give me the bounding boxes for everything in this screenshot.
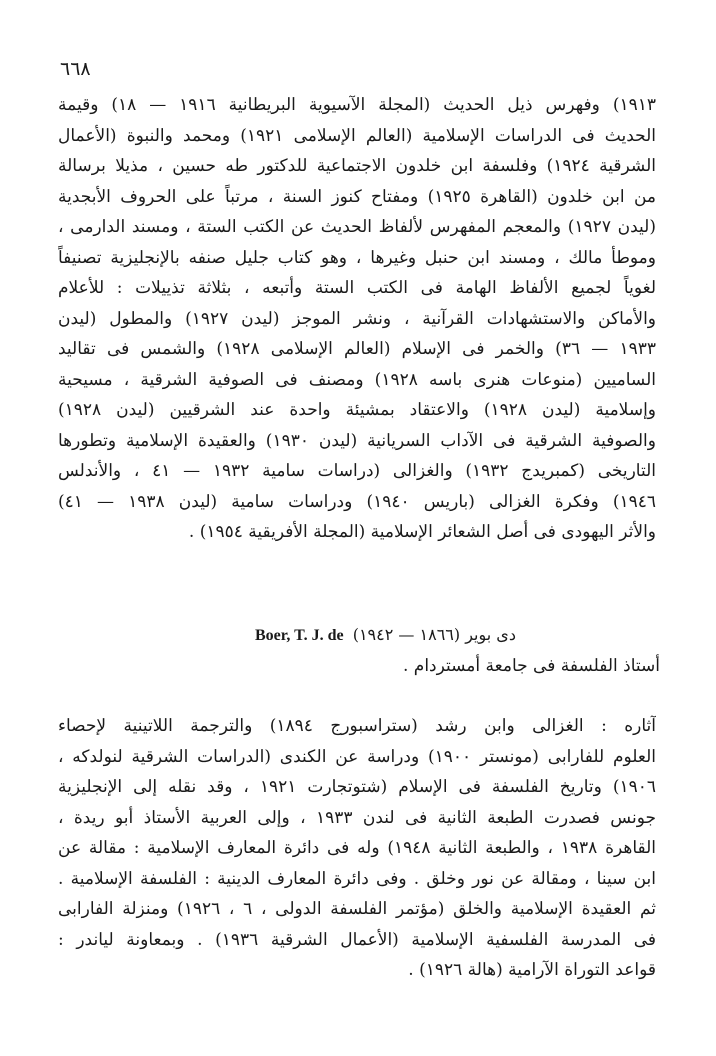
text-line: العلوم للفارابى (مونستر ١٩٠٠) ودراسة عن الكندى (الدراسات الشرقية لنولدكه ، xyxy=(58,746,656,767)
text-line: وموطأ مالك ، ومسند ابن حنبل وغيرها ، وهو كتاب جليل صنفه بالإنجليزية تصنيفاً xyxy=(58,247,656,268)
paragraph-continued-bibliography xyxy=(58,90,656,548)
text-line: والصوفية الشرقية فى الآداب السريانية (ليدن ١٩٣٠) والعقيدة الإسلامية وتطورها xyxy=(58,430,656,451)
text-line: ١٩١٣) وفهرس ذيل الحديث (المجلة الآسيوية البريطانية ١٩١٦ — ١٨) وقيمة xyxy=(58,95,656,115)
text-line: والأماكن والاستشهادات القرآنية ، ونشر الموجز (ليدن ١٩٢٧) والمطول (ليدن xyxy=(58,308,656,329)
text-line: الحديث فى الدراسات الإسلامية (العالم الإسلامى ١٩٢١) ومحمد والنبوة (الأعمال xyxy=(58,125,656,146)
text-line: جونس فصدرت الطبعة الثانية فى لندن ١٩٣٣ ، وإلى العربية الأستاذ أبو ريدة ، xyxy=(58,807,656,828)
text-line: والأثر اليهودى فى أصل الشعائر الإسلامية (المجلة الأفريقية ١٩٥٤) . xyxy=(188,522,656,542)
text-line: ١٩٤٦) وفكرة الغزالى (باريس ١٩٤٠) ودراسات سامية (ليدن ١٩٣٨ — ٤١) xyxy=(58,491,656,512)
text-line: فى المدرسة الفلسفية الإسلامية (الأعمال الشرقية ١٩٣٦) . وبمعاونة لياندر : xyxy=(58,929,656,950)
entry-description: أستاذ الفلسفة فى جامعة أمستردام . xyxy=(402,656,660,676)
text-line: الساميين (منوعات هنرى باسه ١٩٢٨) ومصنف فى الصوفية الشرقية ، مسيحية xyxy=(58,369,656,390)
text-line: آثاره : الغزالى وابن رشد (ستراسبورج ١٨٩٤) والترجمة اللاتينية لإحصاء xyxy=(58,716,656,736)
paragraph-works xyxy=(58,711,656,986)
text-line: قواعد التوراة الآرامية (هالة ١٩٢٦) . xyxy=(408,960,656,980)
text-line: ١٩٣٣ — ٣٦) والخمر فى الإسلام (العالم الإسلامى ١٩٢٨) والشمس فى تقاليد xyxy=(58,339,656,359)
entry-name-latin: Boer, T. J. de xyxy=(255,627,344,644)
entry-heading xyxy=(255,622,600,649)
page-number: ٦٦٨ xyxy=(60,58,91,80)
text-line: القاهرة ١٩٣٨ ، والطبعة الثانية ١٩٤٨) وله فى دائرة المعارف الإسلامية : مقالة عن xyxy=(58,838,656,858)
text-line: (ليدن ١٩٢٧) والمعجم المفهرس لألفاظ الحديث عن الكتب الستة ، ومسند الدارمى ، xyxy=(58,217,656,237)
text-line: التاريخى (كمبريدج ١٩٣٢) والغزالى (دراسات سامية ١٩٣٢ — ٤١ ، والأندلس xyxy=(58,461,656,481)
text-line: لغوياً لجميع الألفاظ الهامة فى الكتب الستة وأتبعه ، بثلاثة تذييلات : للأعلام xyxy=(58,278,656,298)
text-line: ١٩٠٦) وتاريخ الفلسفة فى الإسلام (شتوتجارت ١٩٢١ ، وقد نقله إلى الإنجليزية xyxy=(58,777,656,797)
text-line: من ابن خلدون (القاهرة ١٩٢٥) ومفتاح كنوز السنة ، مرتباً على الحروف الأبجدية xyxy=(58,186,656,207)
text-line: وإسلامية (ليدن ١٩٢٨) والاعتقاد بمشيئة واحدة عند الشرقيين (ليدن ١٩٢٨) xyxy=(58,400,656,420)
text-line: ثم العقيدة الإسلامية والخلق (مؤتمر الفلسفة الدولى ، ٦ ، ١٩٢٦) ومنزلة الفارابى xyxy=(58,899,656,919)
text-line: الشرقية ١٩٢٤) وفلسفة ابن خلدون الاجتماعية للدكتور طه حسين ، مذيلا برسالة xyxy=(58,156,656,176)
entry-name-arabic: دى بوير (١٨٦٦ — ١٩٤٢) xyxy=(352,625,516,644)
text-line: ابن سينا ، ومقالة عن نور وخلق . وفى دائرة المعارف الدينية : الفلسفة الإسلامية . xyxy=(58,868,656,889)
